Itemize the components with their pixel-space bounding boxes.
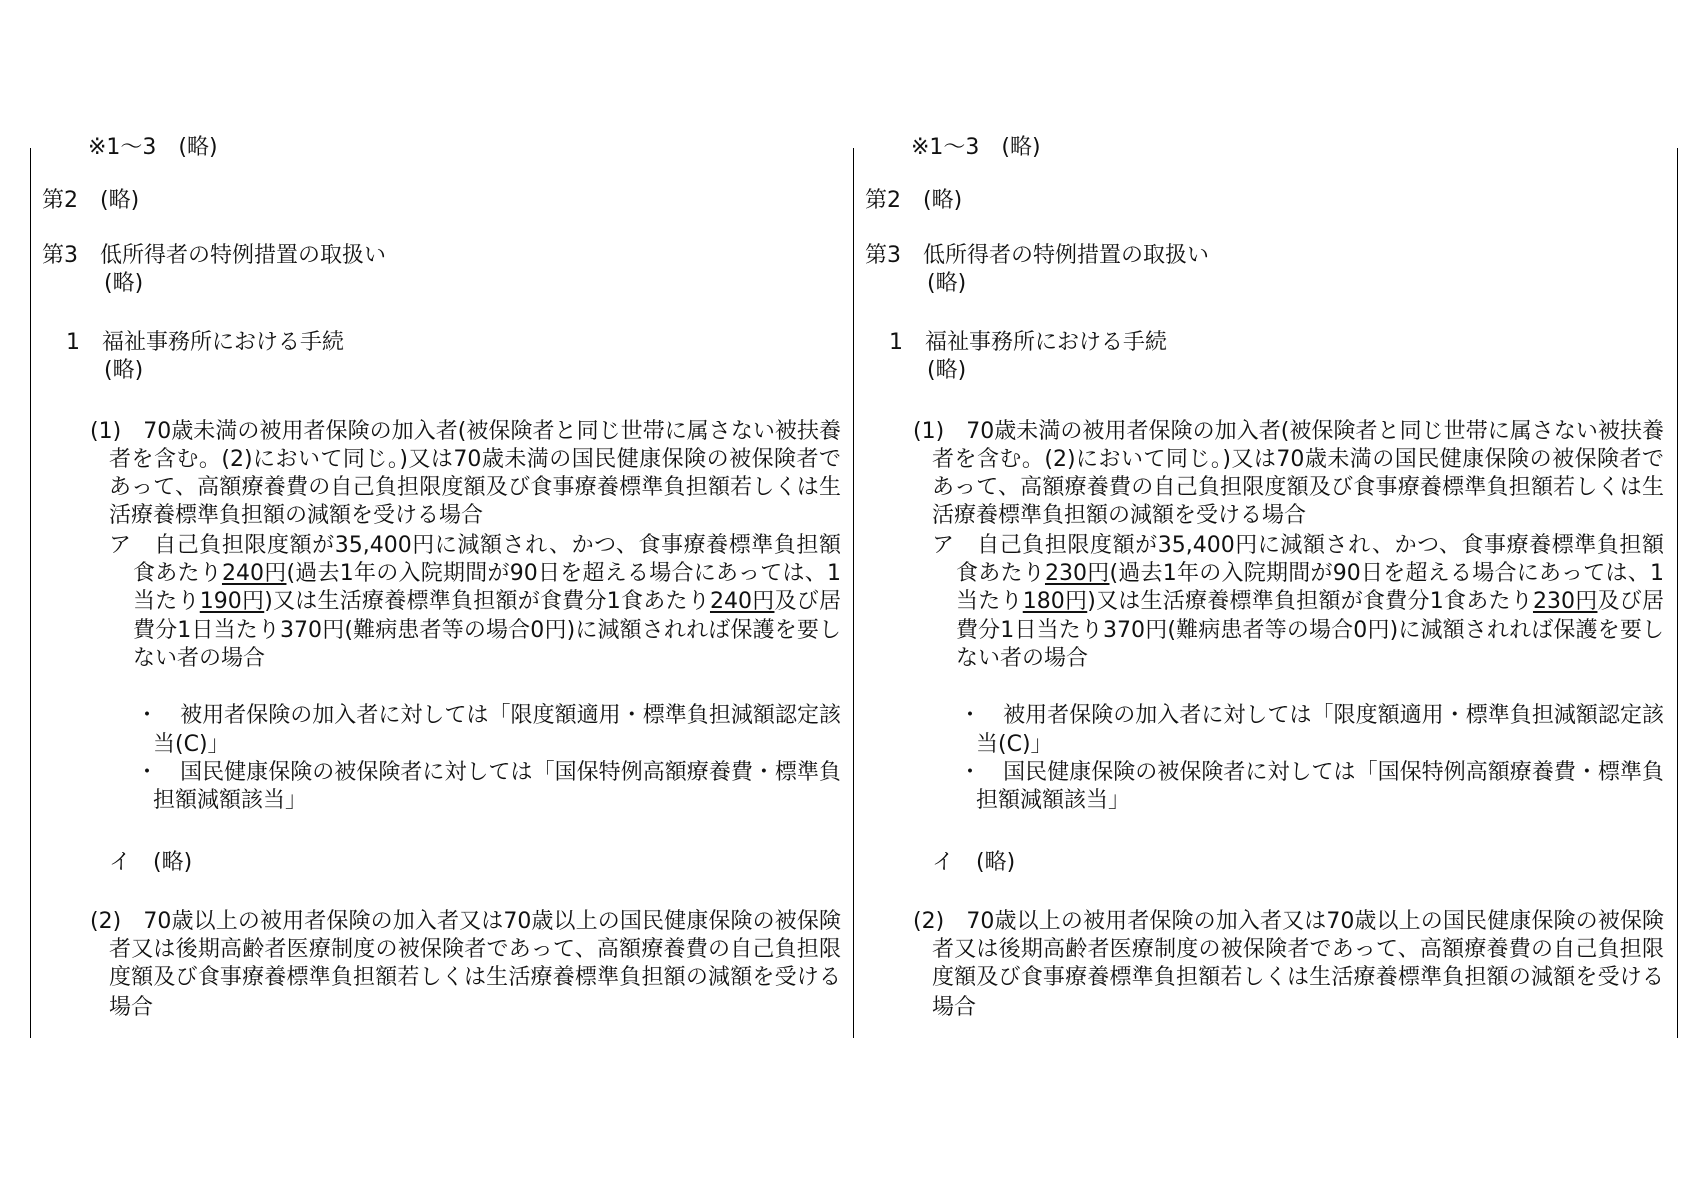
text-segment: 第2 (略) (42, 188, 140, 213)
text-segment: 第3 低所得者の特例措置の取扱い (865, 243, 1209, 268)
text-segment: ア 自己負担限度額が35,400円に減額され、かつ、食事療養標準負担額 (932, 533, 1664, 558)
text-line (932, 849, 1664, 877)
text-line (889, 329, 1664, 357)
text-line (66, 329, 841, 357)
text-segment: )又は生活療養標準負担額が食費分1食あたり (264, 589, 710, 614)
text-line (109, 446, 841, 474)
text-line (932, 964, 1664, 992)
text-line (109, 502, 841, 530)
amended-amount: 240円 (709, 589, 775, 614)
text-line (136, 702, 841, 730)
text-line (153, 787, 841, 815)
text-line (133, 617, 841, 645)
text-segment: 者を含む。(2)において同じ。)又は70歳未満の国民健康保険の被保険者で (932, 447, 1664, 472)
text-segment: 活療養標準負担額の減額を受ける場合 (932, 503, 1307, 528)
text-line (932, 936, 1664, 964)
text-line (109, 474, 841, 502)
text-line (109, 936, 841, 964)
text-segment: 者を含む。(2)において同じ。)又は70歳未満の国民健康保険の被保険者で (109, 447, 841, 472)
text-segment: 担額減額該当」 (976, 788, 1131, 813)
text-line (109, 964, 841, 992)
text-segment: ない者の場合 (133, 646, 266, 671)
text-line (133, 588, 841, 616)
text-line (959, 702, 1664, 730)
text-segment: 第2 (略) (865, 188, 963, 213)
text-segment: )又は生活療養標準負担額が食費分1食あたり (1087, 589, 1533, 614)
text-segment: (1) 70歳未満の被用者保険の加入者(被保険者と同じ世帯に属さない被扶養 (90, 419, 841, 444)
text-line (932, 474, 1664, 502)
text-line (959, 759, 1664, 787)
text-line (956, 617, 1664, 645)
text-segment: ※1～3 (略) (88, 135, 218, 160)
text-line (90, 418, 841, 446)
text-line (932, 532, 1664, 560)
text-line (133, 645, 841, 673)
text-line (913, 908, 1664, 936)
text-segment: 活療養標準負担額の減額を受ける場合 (109, 503, 484, 528)
text-segment: (略) (927, 271, 967, 296)
text-line (90, 908, 841, 936)
text-segment: ・ 国民健康保険の被保険者に対しては「国保特例高額療養費・標準負 (959, 760, 1664, 785)
text-segment: 食あたり (133, 561, 222, 586)
amended-amount: 230円 (1532, 589, 1598, 614)
text-segment: (2) 70歳以上の被用者保険の加入者又は70歳以上の国民健康保険の被保険 (90, 909, 841, 934)
text-line (976, 731, 1664, 759)
text-line (104, 357, 841, 385)
text-segment: 及び居 (1597, 589, 1664, 614)
text-segment: 費分1日当たり370円(難病患者等の場合0円)に減額されれば保護を要し (133, 618, 841, 643)
text-segment: (1) 70歳未満の被用者保険の加入者(被保険者と同じ世帯に属さない被扶養 (913, 419, 1664, 444)
amended-amount: 180円 (1022, 589, 1088, 614)
text-segment: ア 自己負担限度額が35,400円に減額され、かつ、食事療養標準負担額 (109, 533, 841, 558)
text-line (104, 270, 841, 298)
text-line (932, 502, 1664, 530)
text-line (956, 645, 1664, 673)
text-segment: 度額及び食事療養標準負担額若しくは生活療養標準負担額の減額を受ける (932, 965, 1664, 990)
text-line (932, 446, 1664, 474)
text-line (911, 134, 1664, 162)
text-segment: 費分1日当たり370円(難病患者等の場合0円)に減額されれば保護を要し (956, 618, 1664, 643)
text-segment: 食あたり (956, 561, 1045, 586)
text-line (932, 994, 1664, 1022)
text-segment: (過去1年の入院期間が90日を超える場合にあっては、1 (1109, 561, 1664, 586)
text-segment: (略) (104, 271, 144, 296)
text-segment: ※1～3 (略) (911, 135, 1041, 160)
text-segment: 当たり (956, 589, 1023, 614)
text-line (109, 532, 841, 560)
left-column (30, 135, 854, 1038)
text-segment: 度額及び食事療養標準負担額若しくは生活療養標準負担額の減額を受ける (109, 965, 841, 990)
text-line (913, 418, 1664, 446)
text-segment: あって、高額療養費の自己負担限度額及び食事療養標準負担額若しくは生 (109, 475, 841, 500)
text-line (956, 588, 1664, 616)
amended-amount: 230円 (1044, 561, 1110, 586)
text-line (153, 731, 841, 759)
text-segment: 第3 低所得者の特例措置の取扱い (42, 243, 386, 268)
text-segment: あって、高額療養費の自己負担限度額及び食事療養標準負担額若しくは生 (932, 475, 1664, 500)
text-segment: 及び居 (774, 589, 841, 614)
text-segment: ・ 被用者保険の加入者に対しては「限度額適用・標準負担減額認定該 (959, 703, 1664, 728)
text-line (927, 270, 1664, 298)
text-segment: 場合 (109, 995, 154, 1020)
text-line (136, 759, 841, 787)
text-segment: 当(C)」 (976, 732, 1053, 757)
text-line (927, 357, 1664, 385)
text-segment: ・ 国民健康保険の被保険者に対しては「国保特例高額療養費・標準負 (136, 760, 841, 785)
text-segment: ・ 被用者保険の加入者に対しては「限度額適用・標準負担減額認定該 (136, 703, 841, 728)
text-segment: 場合 (932, 995, 977, 1020)
text-segment: 当たり (133, 589, 200, 614)
text-line (42, 242, 841, 270)
text-segment: 者又は後期高齢者医療制度の被保険者であって、高額療養費の自己負担限 (109, 937, 841, 962)
text-line (109, 849, 841, 877)
text-line (109, 994, 841, 1022)
text-segment: (略) (927, 358, 967, 383)
text-segment: 当(C)」 (153, 732, 230, 757)
text-line (865, 242, 1664, 270)
text-segment: 1 福祉事務所における手続 (66, 330, 344, 355)
text-line (865, 187, 1664, 215)
text-segment: 者又は後期高齢者医療制度の被保険者であって、高額療養費の自己負担限 (932, 937, 1664, 962)
amended-amount: 190円 (199, 589, 265, 614)
right-column (853, 135, 1678, 1038)
text-segment: (過去1年の入院期間が90日を超える場合にあっては、1 (286, 561, 841, 586)
text-segment: ない者の場合 (956, 646, 1089, 671)
text-segment: イ (略) (109, 850, 193, 875)
text-line (88, 134, 841, 162)
text-segment: 担額減額該当」 (153, 788, 308, 813)
text-segment: (2) 70歳以上の被用者保険の加入者又は70歳以上の国民健康保険の被保険 (913, 909, 1664, 934)
text-line (42, 187, 841, 215)
text-segment: イ (略) (932, 850, 1016, 875)
text-line (976, 787, 1664, 815)
text-line (956, 560, 1664, 588)
amended-amount: 240円 (221, 561, 287, 586)
text-segment: (略) (104, 358, 144, 383)
text-segment: 1 福祉事務所における手続 (889, 330, 1167, 355)
text-line (133, 560, 841, 588)
